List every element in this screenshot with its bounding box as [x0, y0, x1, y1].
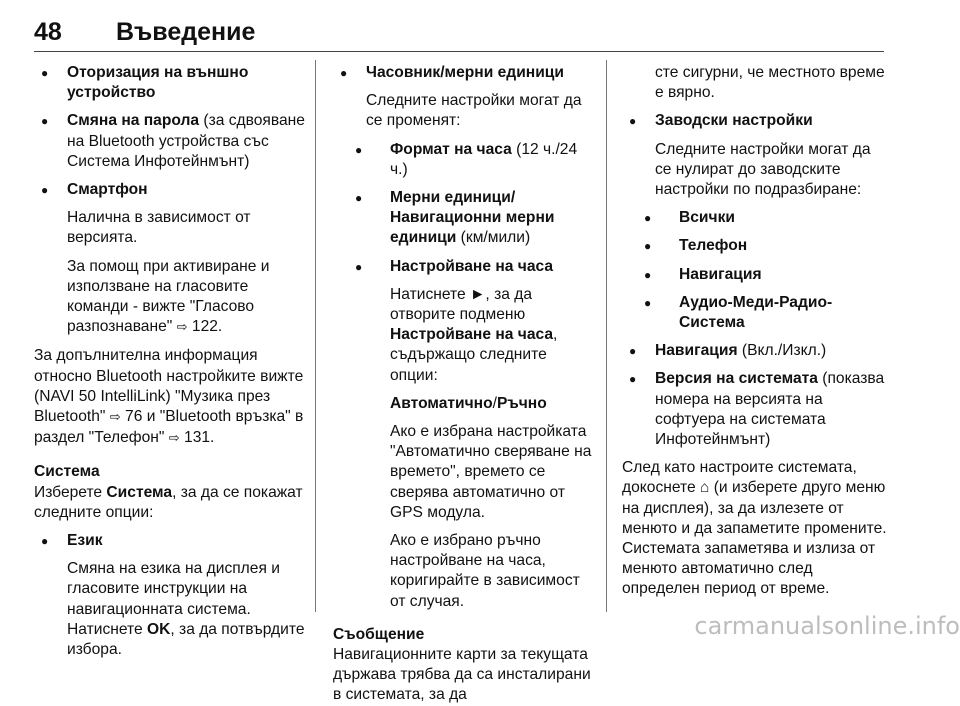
set-time-text-2: , за да отворите подменю: [390, 285, 533, 324]
auto-manual-label: [333, 394, 595, 414]
bullet-system-version: [622, 369, 890, 450]
bullet-option-all: ● Всички: [622, 208, 890, 228]
bullet-time-format: [333, 140, 595, 180]
bullet-option-audio: ● Аудио-Меди-Радио-Система: [622, 293, 890, 333]
column-divider-2: [606, 60, 607, 612]
time-format-title: Формат на часа: [390, 140, 512, 158]
system-intro-text2: , за да се покажат следните опции:: [34, 483, 303, 521]
bluetooth-info-ref1: 76 и "Bluetooth връзка" в раздел "Телефон": [34, 408, 304, 447]
home-icon: ⌂: [699, 479, 710, 497]
factory-settings-text: Следните настройки могат да се нулират до заводските настройки по подразбиране:: [655, 140, 871, 199]
final-paragraph: [622, 458, 890, 599]
change-password-title: Смяна на парола: [67, 112, 200, 130]
time-format-text: (12 ч./24 ч.): [390, 140, 578, 178]
system-version-title: Версия на системата: [655, 370, 818, 388]
smartphone-voice-help: [34, 257, 306, 339]
system-intro-bold: Система: [106, 483, 173, 501]
system-intro: [34, 483, 306, 523]
bullet-set-time: ● Настройване на часа: [333, 257, 595, 277]
clock-units-text: Следните настройки могат да се променят:: [366, 92, 582, 130]
units-text: (км/мили): [456, 229, 531, 247]
bullet-option-navigation: ● Навигация: [622, 265, 890, 285]
voice-help-page: 122.: [191, 318, 223, 336]
change-password-text: (за сдвояване на Bluetooth устройства със Система Инфотейнмънт): [67, 112, 305, 170]
set-time-bold: Настройване на часа: [390, 326, 554, 344]
bluetooth-info-ref2: 131.: [184, 429, 215, 447]
bullet-smartphone: ● Смартфон: [34, 180, 306, 200]
units-title: Мерни единици/ Навигационни мерни единици: [390, 189, 555, 247]
system-intro-text: Изберете: [34, 483, 107, 501]
navigation-text: (Вкл./Изкл.): [737, 342, 827, 360]
set-time-text: [333, 285, 595, 386]
set-time-text-3: , съдържащо следните опции:: [390, 326, 558, 384]
final-text-1: След като настроите системата, докоснете: [622, 459, 857, 497]
manual-label: Ръчно: [496, 394, 547, 412]
bluetooth-info-text: За допълнителна информация относно Bluetooth настройките вижте (NAVI 50 IntelliLink) "Музика през Bluetooth": [34, 347, 304, 426]
language-text-1: Смяна на езика на дисплея и гласовите инструкции на навигационната система. Натиснете: [67, 560, 280, 638]
column-2: [333, 63, 595, 706]
page-number: 48: [34, 18, 62, 46]
bullet-navigation: [622, 341, 890, 361]
voice-help-text: За помощ при активиране и използване на гласовите команди - вижте "Гласово разпознаване": [67, 257, 270, 336]
bullet-clock-units: ● Часовник/мерни единици: [333, 63, 595, 83]
bullet-option-phone: ● Телефон: [622, 236, 890, 256]
message-text: Навигационните карти за текущата държава трябва да са инсталирани в системата, за да: [333, 646, 591, 704]
system-heading: Система: [34, 463, 100, 481]
ok-label: OK: [146, 620, 171, 638]
system-version-text: (показва номера на версията на софтуера на системата Инфотейнмънт): [655, 370, 885, 449]
language-text-2: , за да потвърдите избора.: [67, 620, 305, 659]
watermark: carmanualsonline.info: [694, 612, 960, 640]
manual-text: Ако е избрано ръчно настройване на часа, коригирайте в зависимост от случая.: [390, 532, 580, 610]
column-3: [622, 63, 890, 600]
bullet-units: [333, 188, 595, 249]
page-reference-icon: ⇨: [168, 431, 180, 447]
header-rule: [34, 51, 884, 52]
bullet-change-password: [34, 111, 306, 172]
message-heading: Съобщение: [333, 625, 425, 643]
auto-manual-separator: /: [492, 394, 497, 412]
page-reference-icon: ⇨: [176, 320, 188, 336]
bluetooth-info-paragraph: [34, 346, 306, 449]
column-divider-1: [315, 60, 316, 612]
page-reference-icon: ⇨: [109, 410, 121, 426]
auto-text: Ако е избрана настройката "Автоматично сверяване на времето", времето се сверява автоматично от GPS модула.: [390, 423, 592, 521]
page-header: [34, 18, 884, 52]
set-time-text-1: Натиснете: [390, 285, 470, 303]
navigation-title: Навигация: [655, 342, 738, 360]
auto-label: Автоматично: [390, 394, 493, 412]
column-1: [34, 63, 306, 660]
play-icon: ►: [469, 285, 486, 303]
final-text-2: (и изберете друго меню на дисплея), за да излезете от менюто и да запаметите промените. Системата запаметява и излиза от менюто автоматично след определен период от време.: [622, 479, 887, 598]
bullet-language: ● Език: [34, 531, 306, 551]
bullet-factory-settings: ● Заводски настройки: [622, 111, 890, 131]
chapter-title: Въведение: [116, 18, 256, 46]
message-continued: сте сигурни, че местното време е вярно.: [655, 64, 885, 102]
bullet-external-device-auth: ● Оторизация на външно устройство: [34, 63, 306, 103]
language-text: [34, 559, 306, 660]
smartphone-availability: Налична в зависимост от версията.: [67, 209, 251, 247]
